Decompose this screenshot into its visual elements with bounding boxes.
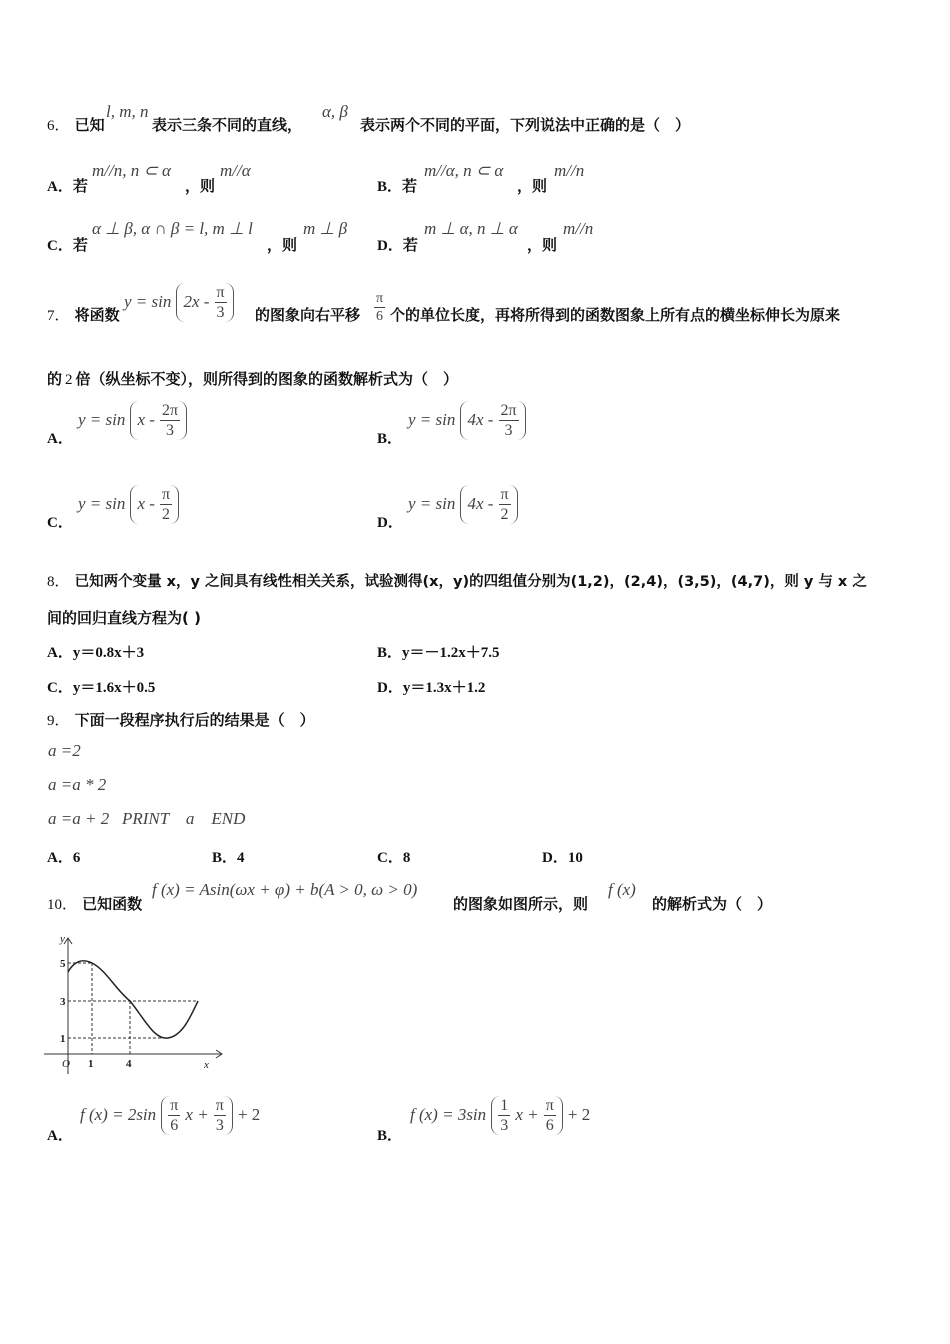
q6-option-c[interactable] xyxy=(47,234,88,255)
y-tick-label: 5 xyxy=(60,958,66,970)
option-label: A． xyxy=(47,645,73,661)
fraction xyxy=(214,1096,226,1135)
q10-graph xyxy=(40,928,230,1080)
frac-den: 3 xyxy=(166,422,175,439)
option-text: 6 xyxy=(72,850,81,866)
func-arg: x - xyxy=(137,410,155,429)
fraction xyxy=(499,401,519,440)
q7-option-c-label[interactable]: C． xyxy=(47,515,73,531)
option-text: 若 xyxy=(72,177,88,195)
frac-num: 1 xyxy=(500,1097,509,1114)
q6-option-a[interactable] xyxy=(47,175,88,196)
func-arg: 4x - xyxy=(467,494,494,513)
func-lhs: f (x) = 3sin xyxy=(410,1105,487,1124)
func-arg: x + xyxy=(185,1105,209,1124)
q6-b-then: ，则 xyxy=(517,177,548,195)
fraction xyxy=(544,1096,556,1135)
q8-stem-line2: 间的回归直线方程为( ) xyxy=(47,609,201,627)
func-paren xyxy=(161,1096,233,1135)
q10-text-graph: 的图象如图所示，则 xyxy=(453,895,589,913)
q7-stem-line2 xyxy=(47,368,458,389)
fraction xyxy=(168,1096,180,1135)
x-tick-label: 1 xyxy=(88,1058,94,1070)
frac-den: 3 xyxy=(215,1117,224,1134)
option-label: A． xyxy=(47,850,73,866)
fraction xyxy=(374,290,385,325)
option-label: D． xyxy=(377,238,403,254)
q7-text-rest: 个的单位长度，再将所得到的函数图象上所有点的横坐标伸长为原来 xyxy=(390,306,841,324)
func-paren xyxy=(460,401,525,440)
q7-option-a-label[interactable]: A． xyxy=(47,431,73,447)
q8-text: 已知两个变量 x，y 之间具有线性相关关系，试验测得(x，y)的四组值分别为(1,2)，(2,4)，(3,5)，(4,7)，则 y 与 x 之 xyxy=(74,574,867,590)
q7-text: 倍（纵坐标不变），则所得到的图象的函数解析式为（ ） xyxy=(75,370,459,388)
q7-shift-frac xyxy=(374,290,385,325)
q10-fx: f (x) xyxy=(608,880,636,899)
option-label: D． xyxy=(542,850,568,866)
option-text: y＝0.8x＋3 xyxy=(72,645,145,661)
q8-option-c[interactable] xyxy=(47,676,155,697)
q6-a-then: ，则 xyxy=(185,177,216,195)
option-label: C． xyxy=(47,680,73,696)
q6-stem xyxy=(47,114,105,135)
q6-a-cond: m//n, n ⊂ α xyxy=(92,161,171,180)
frac-num: π xyxy=(170,1097,179,1114)
func-paren xyxy=(130,401,187,440)
option-label: B． xyxy=(212,850,238,866)
func-arg: 4x - xyxy=(467,410,494,429)
func-lhs: y = sin xyxy=(78,410,126,429)
q7-function xyxy=(124,283,234,322)
q10-text: 已知函数 xyxy=(82,895,143,913)
option-label: D． xyxy=(377,680,403,696)
q6-text-lines: 表示三条不同的直线， xyxy=(152,116,303,134)
frac-num: π xyxy=(215,1097,224,1114)
q9-option-d[interactable] xyxy=(542,846,583,867)
sine-curve xyxy=(68,961,198,1038)
q10-option-b[interactable] xyxy=(410,1096,590,1135)
q9-option-b[interactable] xyxy=(212,846,245,867)
y-axis-label: y xyxy=(60,933,65,945)
func-paren xyxy=(491,1096,563,1135)
q10-stem xyxy=(47,893,142,914)
q8-stem xyxy=(47,570,867,591)
option-text: 10 xyxy=(567,850,583,866)
frac-den: 3 xyxy=(500,1117,509,1134)
option-text: y＝－1.2x＋7.5 xyxy=(402,645,500,661)
q6-a-concl: m//α xyxy=(220,161,251,180)
option-label: A． xyxy=(47,179,73,195)
q10-option-a[interactable] xyxy=(80,1096,260,1135)
q7-text-shift: 的图象向右平移 xyxy=(255,306,361,324)
option-text: 若 xyxy=(402,177,418,195)
q9-code-line-2: a =a * 2 xyxy=(48,775,107,794)
y-tick-label: 3 xyxy=(60,996,66,1008)
q8-option-a[interactable] xyxy=(47,641,144,662)
option-label: B． xyxy=(377,179,403,195)
fraction xyxy=(215,283,227,322)
q9-number: 9． xyxy=(47,713,70,729)
func-arg: 2x - xyxy=(183,292,210,311)
q6-number: 6． xyxy=(47,118,70,134)
frac-den: 6 xyxy=(170,1117,179,1134)
frac-num: π xyxy=(376,291,384,306)
q9-stem xyxy=(47,709,315,730)
q7-text: 将函数 xyxy=(74,306,120,324)
frac-num: π xyxy=(500,486,509,503)
fraction xyxy=(499,485,511,524)
frac-den: 3 xyxy=(216,304,225,321)
func-paren xyxy=(130,485,179,524)
q6-b-concl: m//n xyxy=(554,161,585,180)
q8-number: 8． xyxy=(47,574,70,590)
func-lhs: y = sin xyxy=(408,410,456,429)
q6-text-question: 表示两个不同的平面，下列说法中正确的是（ ） xyxy=(360,116,691,134)
x-axis-label: x xyxy=(204,1059,209,1071)
func-lhs: y = sin xyxy=(78,494,126,513)
func-paren xyxy=(460,485,517,524)
q7-option-b[interactable] xyxy=(408,401,526,440)
q7-option-d[interactable] xyxy=(408,485,518,524)
func-arg: x - xyxy=(137,494,155,513)
q6-c-cond: α ⊥ β, α ∩ β = l, m ⊥ l xyxy=(92,219,253,238)
q10-function: f (x) = Asin(ωx + φ) + b(A > 0, ω > 0) xyxy=(152,880,418,899)
q7-option-d-label[interactable]: D． xyxy=(377,515,403,531)
frac-num: π xyxy=(545,1097,554,1114)
option-text: 若 xyxy=(402,236,418,254)
q10-number: 10． xyxy=(47,897,78,913)
option-text: 8 xyxy=(402,850,411,866)
func-lhs: y = sin xyxy=(124,292,172,311)
y-tick-label: 1 xyxy=(60,1033,66,1045)
func-lhs: y = sin xyxy=(408,494,456,513)
q7-option-a[interactable] xyxy=(78,401,187,440)
fraction xyxy=(498,1096,510,1135)
option-label: C． xyxy=(377,850,403,866)
origin-label: O xyxy=(62,1058,70,1070)
q6-d-cond: m ⊥ α, n ⊥ α xyxy=(424,219,518,238)
q6-d-then: ，则 xyxy=(527,236,558,254)
q6-c-then: ，则 xyxy=(267,236,298,254)
x-tick-label: 4 xyxy=(126,1058,132,1070)
q7-option-c[interactable] xyxy=(78,485,179,524)
q6-d-concl: m//n xyxy=(563,219,594,238)
option-label: B． xyxy=(377,645,403,661)
frac-num: 2π xyxy=(162,402,179,419)
func-tail: + 2 xyxy=(567,1105,591,1124)
frac-num: π xyxy=(162,486,171,503)
func-paren xyxy=(176,283,233,322)
q9-option-c[interactable] xyxy=(377,846,410,867)
option-text: y＝1.3x＋1.2 xyxy=(402,680,486,696)
option-text: y＝1.6x＋0.5 xyxy=(72,680,156,696)
q6-option-d[interactable] xyxy=(377,234,418,255)
q9-text: 下面一段程序执行后的结果是（ ） xyxy=(74,711,315,729)
q6-b-cond: m//α, n ⊂ α xyxy=(424,161,504,180)
q10-text-question: 的解析式为（ ） xyxy=(652,895,773,913)
guide-lines xyxy=(68,963,198,1054)
q7-number-2: 2 xyxy=(65,372,73,388)
frac-den: 2 xyxy=(500,506,509,523)
frac-den: 2 xyxy=(162,506,171,523)
option-text: 4 xyxy=(237,850,245,866)
q10-option-b-label[interactable]: B． xyxy=(377,1128,403,1144)
q8-option-d[interactable] xyxy=(377,676,485,697)
q6-planes-math: α, β xyxy=(322,102,348,121)
q7-number: 7． xyxy=(47,308,70,324)
q6-option-b[interactable] xyxy=(377,175,417,196)
q7-stem xyxy=(47,304,120,325)
func-lhs: f (x) = 2sin xyxy=(80,1105,157,1124)
frac-num: 2π xyxy=(500,402,517,419)
option-label: C． xyxy=(47,238,73,254)
func-tail: + 2 xyxy=(237,1105,261,1124)
func-arg: x + xyxy=(515,1105,539,1124)
fraction xyxy=(160,485,172,524)
frac-den: 6 xyxy=(545,1117,554,1134)
q6-text: 已知 xyxy=(74,116,105,134)
q9-code-line-1: a =2 xyxy=(48,741,81,760)
q10-option-a-label[interactable]: A． xyxy=(47,1128,73,1144)
q9-code-line-3: a =a + 2 PRINT a END xyxy=(48,809,246,828)
q8-option-b[interactable] xyxy=(377,641,500,662)
q6-lines-math: l, m, n xyxy=(106,102,149,121)
q7-text: 的 xyxy=(47,370,63,388)
q9-option-a[interactable] xyxy=(47,846,80,867)
option-text: 若 xyxy=(72,236,88,254)
fraction xyxy=(160,401,180,440)
q6-c-concl: m ⊥ β xyxy=(303,219,348,238)
frac-den: 3 xyxy=(504,422,513,439)
q7-option-b-label[interactable]: B． xyxy=(377,431,403,447)
frac-num: π xyxy=(216,284,225,301)
frac-den: 6 xyxy=(376,309,384,324)
